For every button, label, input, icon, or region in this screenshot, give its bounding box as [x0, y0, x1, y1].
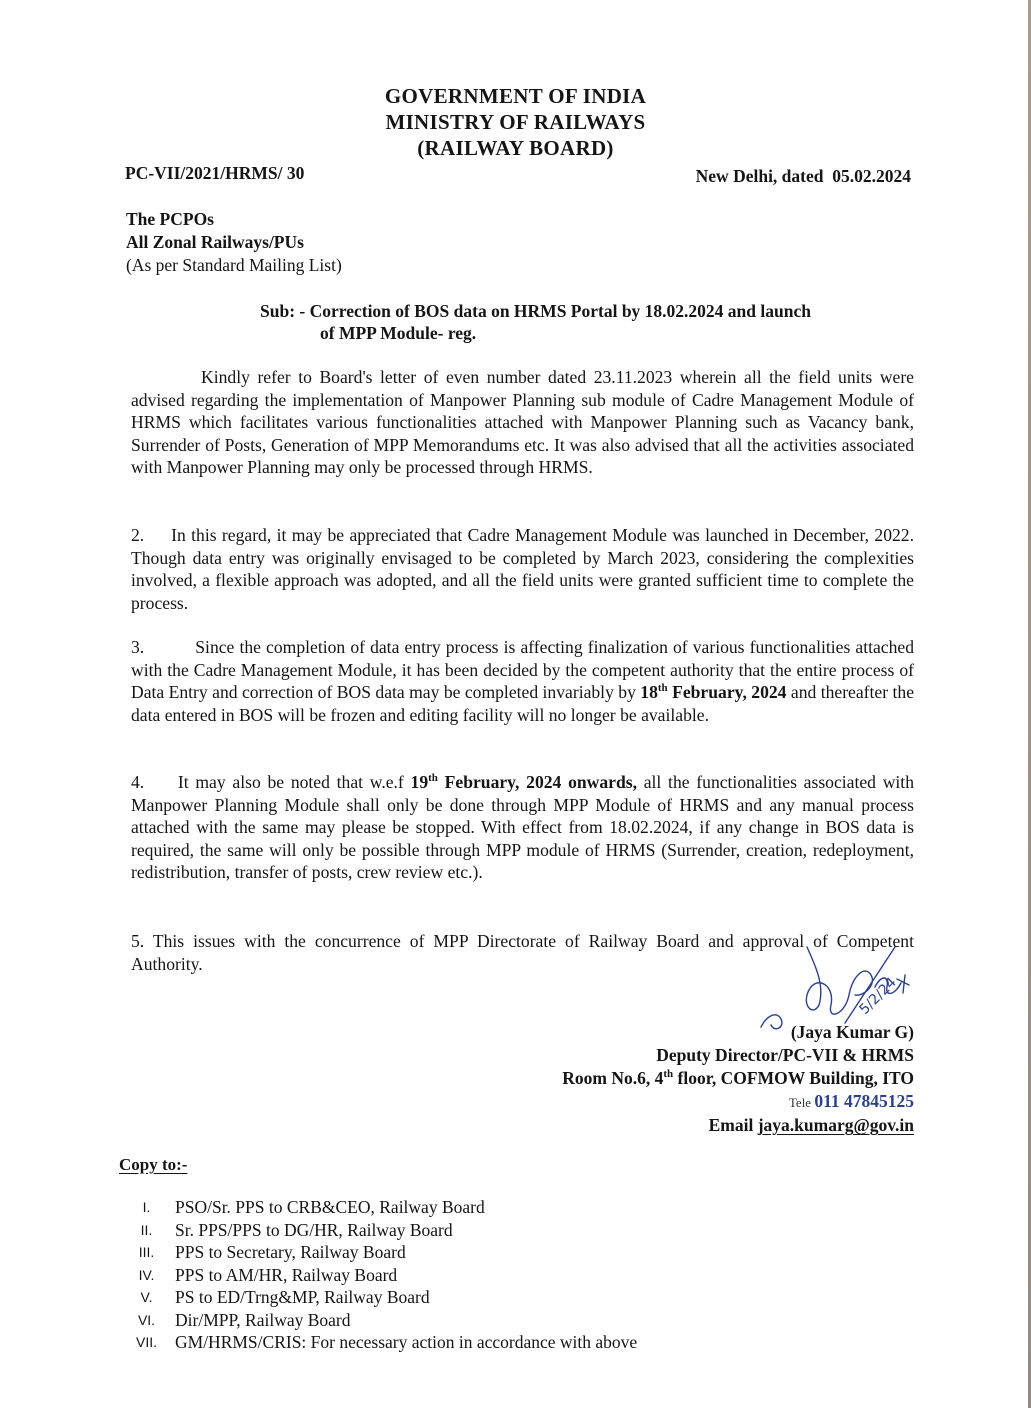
paragraph-3-text-end: and thereafter the data entered in BOS will be frozen and editing facility will no longer be available.	[131, 682, 915, 725]
list-item: VI. Dir/MPP, Railway Board	[137, 1309, 351, 1330]
reference-number: PC-VII/2021/HRMS/ 30	[125, 163, 305, 183]
deadline-date: 18th February, 2024	[640, 682, 787, 703]
paragraph-1-text: Kindly refer to Board's letter of even number dated 23.11.2023 wherein all the field units were advised regarding the implementation of Manpower Planning sub module of Cadre Management Module of HRMS which facilitates various functionalities attached with Manpower Planning such as Vacancy bank, Surrender of Posts, Generation of MPP Memorandums etc. It was also advised that all the activities associated with Manpower Planning may only be processed through HRMS.	[131, 367, 914, 478]
signatory-telephone: Tele 011 47845125	[788, 1091, 914, 1111]
addressee-line: (As per Standard Mailing List)	[126, 255, 342, 275]
header-ministry: MINISTRY OF RAILWAYS	[385, 110, 646, 134]
paragraph-4	[131, 771, 914, 884]
effective-date: 19th February, 2024 onwards,	[410, 772, 637, 792]
signature-block	[562, 1021, 914, 1137]
list-item: V. PS to ED/Trng&MP, Railway Board	[140, 1287, 430, 1307]
paragraph-3	[131, 636, 914, 726]
paragraph-4-text: It may also be noted that w.e.f	[177, 772, 411, 792]
paragraph-2	[131, 524, 914, 614]
paragraph-3-text: Since the completion of data entry process is affecting finalization of various functionalities attached with the Cadre Management Module, it has been decided by the competent authority that the entire process of Data Entry and correction of BOS data may be completed invariably by	[131, 637, 914, 703]
addressee-line: The PCPOs	[126, 209, 214, 229]
signatory-email: Email jaya.kumarg@gov.in	[708, 1115, 914, 1135]
header-government: GOVERNMENT OF INDIA	[384, 84, 647, 108]
paragraph-number: 2.	[131, 525, 145, 545]
list-item: IV. PPS to AM/HR, Railway Board	[138, 1264, 398, 1285]
list-item: VII. GM/HRMS/CRIS: For necessary action in accordance with above	[135, 1332, 638, 1352]
place-date: New Delhi, dated 05.02.2024	[695, 166, 911, 186]
email-link[interactable]: jaya.kumarg@gov.in	[757, 1115, 914, 1135]
signatory-name: (Jaya Kumar G)	[790, 1022, 914, 1042]
list-item: I. PSO/Sr. PPS to CRB&CEO, Railway Board	[142, 1197, 485, 1217]
paragraph-1	[131, 366, 914, 479]
signatory-designation: Deputy Director/PC-VII & HRMS	[656, 1045, 914, 1065]
subject-line: Sub: - Correction of BOS data on HRMS Portal by 18.02.2024 and launch	[260, 301, 811, 321]
copy-to-list	[118, 1196, 637, 1354]
paragraph-number: 3.	[131, 637, 145, 657]
subject	[260, 300, 811, 344]
subject-line: of MPP Module- reg.	[320, 323, 477, 343]
signature-date: 5/2/24	[856, 974, 900, 1018]
paragraph-5-text: 5. This issues with the concurrence of MPP Directorate of Railway Board and approval of Competent Authority.	[131, 931, 914, 974]
paragraph-number: 4.	[131, 772, 145, 792]
paragraph-2-text: In this regard, it may be appreciated that Cadre Management Module was launched in December, 2022. Though data entry was originally envisaged to be completed by March 2023, considering the complexities involved, a flexible approach was adopted, and all the field units were granted sufficient time to complete the process.	[131, 525, 914, 613]
addressee-block	[126, 208, 342, 277]
copy-to-heading: Copy to:-	[119, 1155, 188, 1174]
signatory-room: Room No.6, 4th floor, COFMOW Building, ITO	[562, 1068, 914, 1088]
list-item: II. Sr. PPS/PPS to DG/HR, Railway Board	[140, 1219, 453, 1240]
paragraph-4-text-end: all the functionalities associated with Manpower Planning Module shall only be done through MPP Module of HRMS and any manual process attached with the same may please be stopped. With effect from 18.02.2024, if any change in BOS data is required, the same will only be possible through MPP module of HRMS (Surrender, creation, redeployment, redistribution, transfer of posts, crew review etc.).	[131, 772, 914, 883]
addressee-line: All Zonal Railways/PUs	[126, 232, 304, 252]
list-item: III. PPS to Secretary, Railway Board	[138, 1242, 406, 1262]
header-board: (RAILWAY BOARD)	[417, 136, 614, 160]
